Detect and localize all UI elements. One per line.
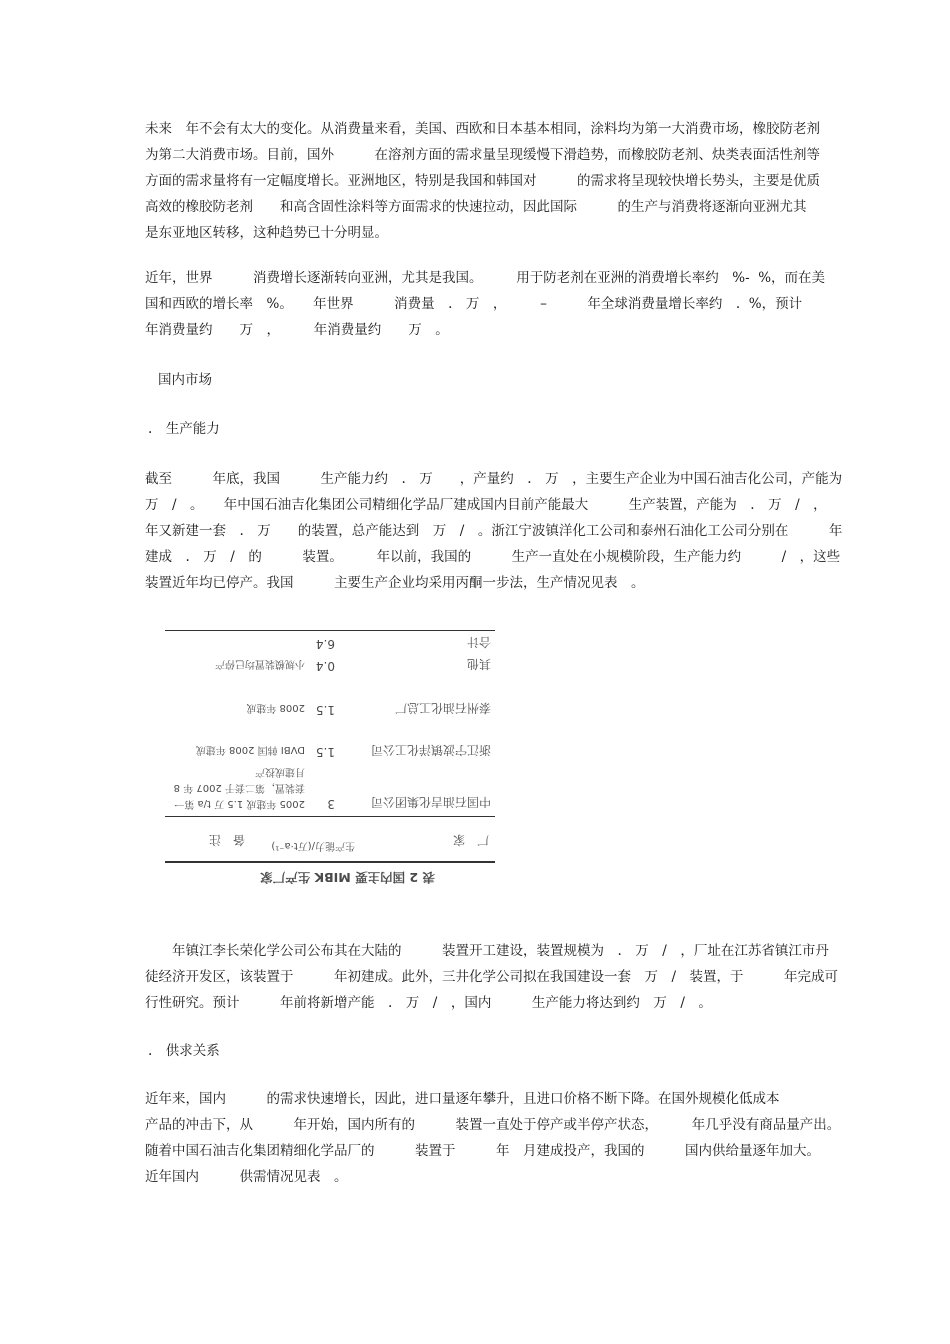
table-header-cell: 生产能力/(万t·a⁻¹)	[271, 840, 355, 851]
table-cell: 泰州石油化工总厂	[394, 701, 491, 715]
text-line: 年镇江李长荣化学公司公布其在大陆的 装置开工建设，装置规模为 . 万 / ，厂址在江苏省镇江市丹	[145, 943, 829, 959]
paragraph-capacity	[145, 466, 865, 596]
text-line: 年又新建一套 . 万 的装置，总产能达到 万 / 。浙江宁波镇洋化工公司和泰州石油化工公司分别在 年	[145, 523, 843, 539]
table-cell: 其他	[466, 657, 491, 671]
table-cell: 合计	[466, 635, 491, 649]
table-cell: 浙江宁波镇洋化工公司	[370, 743, 491, 757]
table-header-cell: 厂 家	[452, 833, 489, 847]
text-line: 装置近年均已停产。我国 主要生产企业均采用丙酮一步法，生产情况见表 。	[145, 575, 645, 591]
scanned-table-image	[165, 628, 495, 885]
table-caption: 表 2 国内主要 MIBK 生产厂家	[260, 870, 435, 885]
text-line: 徒经济开发区，该装置于 年初建成。此外，三井化学公司拟在我国建设一套 万 / 装置，于 年完成可	[145, 969, 839, 985]
paragraph-new-projects	[145, 938, 865, 1016]
text-line: 近年来，国内 的需求快速增长，因此，进口量逐年攀升，且进口价格不断下降。在国外规模化低成本	[145, 1091, 780, 1107]
table-cell: 0.4	[315, 659, 335, 673]
text-line: 高效的橡胶防老剂 和高含固性涂料等方面需求的快速拉动，因此国际 的生产与消费将逐渐向亚洲尤其	[145, 199, 807, 215]
text-line: 产品的冲击下，从 年开始，国内所有的 装置一直处于停产或半停产状态， 年几乎没有商品量产出。	[145, 1117, 841, 1133]
text-line: 截至 年底，我国 生产能力约 . 万 ，产量约 . 万 ，主要生产企业为中国石油吉化公司，产能为	[145, 471, 843, 487]
text-line: 随着中国石油吉化集团精细化学品厂的 装置于 年 月建成投产，我国的 国内供给量逐年加大。	[145, 1143, 820, 1159]
table-header-cell: 备 注	[208, 833, 245, 847]
table-cell: 小规模装置均已停产	[215, 658, 305, 669]
text-line: 万 / 。 年中国石油吉化集团公司精细化学品厂建成国内目前产能最大 生产装置，产能为 . 万 / ，	[145, 497, 827, 513]
text-line: 年消费量约 万 ， 年消费量约 万 。	[145, 322, 449, 338]
text-line: 为第二大消费市场。目前，国外 在溶剂方面的需求量呈现缓慢下滑趋势，而橡胶防老剂、炔类表面活性剂等	[145, 147, 820, 163]
table-cell: 1.5	[315, 703, 335, 717]
table-cell: 6.4	[315, 637, 335, 651]
table-rule-top	[165, 861, 495, 863]
text-line: 近年国内 供需情况见表 。	[145, 1169, 348, 1185]
section-heading-domestic-market: 国内市场	[158, 372, 212, 388]
subsection-heading-capacity: . 生产能力	[148, 421, 220, 437]
table-rule-header	[165, 816, 495, 817]
table-cell: 2008 年建成	[246, 702, 305, 713]
table-cell: 2005 年建成 1.5 万 t/a 第一套装置，第二套于 2007 年 8 月建成投产	[173, 766, 305, 809]
table-cell: 中国石油吉化集团公司	[370, 795, 491, 809]
table-cell: 1.5	[315, 745, 335, 759]
table-cell: DVBI 韩国 2008 年建成	[195, 744, 305, 755]
text-line: 是东亚地区转移，这种趋势已十分明显。	[145, 225, 388, 241]
paragraph-market-trend	[145, 116, 865, 246]
subsection-heading-supply-demand: . 供求关系	[148, 1043, 220, 1059]
table-rule-bottom	[165, 630, 495, 631]
text-line: 行性研究。预计 年前将新增产能 . 万 / ，国内 生产能力将达到约 万 / 。	[145, 995, 712, 1011]
paragraph-world-consumption	[145, 265, 865, 343]
table-cell: 3	[327, 797, 335, 811]
text-line: 建成 . 万 / 的 装置。 年以前，我国的 生产一直处在小规模阶段，生产能力约 / ，这些	[145, 549, 841, 565]
text-line: 国和西欧的增长率 %。 年世界 消费量 . 万 ， – 年全球消费量增长率约 . %，预计	[145, 296, 803, 312]
text-line: 方面的需求量将有一定幅度增长。亚洲地区，特别是我国和韩国对 的需求将呈现较快增长势头，主要是优质	[145, 173, 820, 189]
paragraph-supply-demand	[145, 1086, 865, 1190]
text-line: 近年，世界 消费增长逐渐转向亚洲，尤其是我国。 用于防老剂在亚洲的消费增长率约 %- %，而在美	[145, 270, 826, 286]
text-line: 未来 年不会有太大的变化。从消费量来看，美国、西欧和日本基本相同，涂料均为第一大消费市场，橡胶防老剂	[145, 121, 820, 137]
